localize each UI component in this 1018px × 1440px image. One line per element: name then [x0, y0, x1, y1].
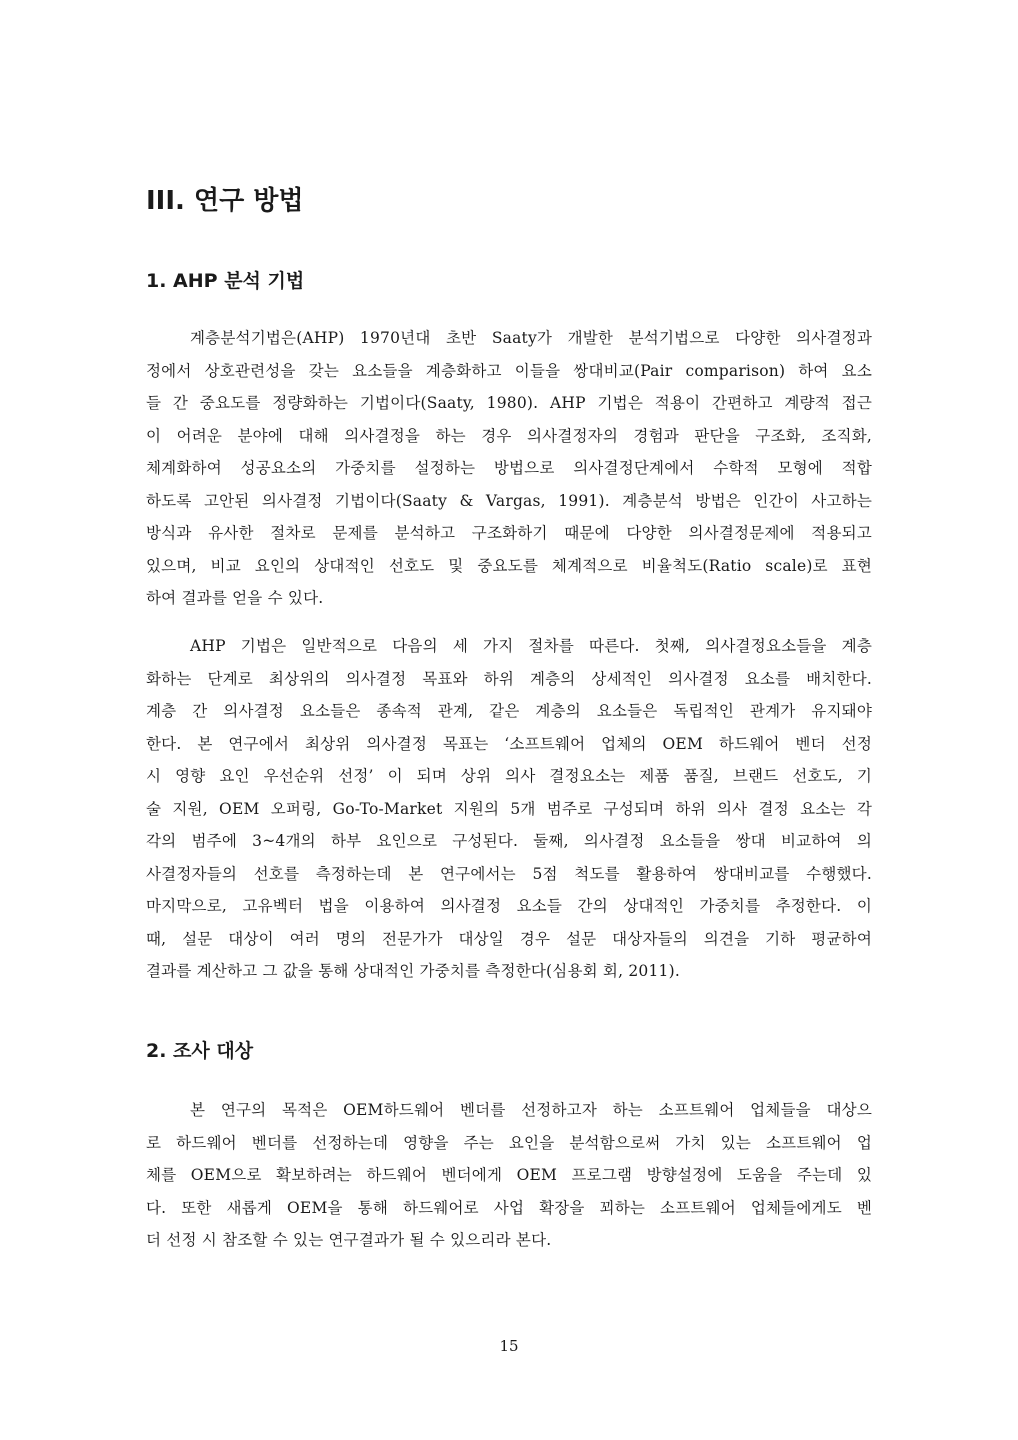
- text-line: 정에서 상호관련성을 갖는 요소들을 계층화하고 이들을 쌍대비교(Pair comparison) 하여 요소: [146, 361, 872, 380]
- paragraph-ahp-procedure: [146, 630, 872, 988]
- text-line: 방식과 유사한 절차로 문제를 분석하고 구조화하기 때문에 다양한 의사결정문제에 적용되고: [146, 524, 872, 542]
- paragraph-survey-target: [146, 1094, 872, 1257]
- text-line: 술 지원, OEM 오퍼링, Go-To-Market 지원의 5개 범주로 구성되며 하위 의사 결정 요소는 각: [146, 799, 872, 818]
- text-line: 하여 결과를 얻을 수 있다.: [146, 589, 324, 607]
- text-line: 때, 설문 대상이 여러 명의 전문가가 대상일 경우 설문 대상자들의 의견을 기하 평균하여: [146, 929, 872, 948]
- paragraph-ahp-intro: [146, 322, 872, 615]
- text-line: 로 하드웨어 벤더를 선정하는데 영향을 주는 요인을 분석함으로써 가치 있는 소프트웨어 업: [146, 1133, 872, 1152]
- text-line: 더 선정 시 참조할 수 있는 연구결과가 될 수 있으리라 본다.: [146, 1231, 552, 1249]
- text-line: 계층분석기법은(AHP) 1970년대 초반 Saaty가 개발한 분석기법으로 다양한 의사결정과: [190, 329, 872, 347]
- text-line: 하도록 고안된 의사결정 기법이다(Saaty & Vargas, 1991). 계층분석 방법은 인간이 사고하는: [146, 491, 872, 510]
- text-line: 결과를 계산하고 그 값을 통해 상대적인 가중치를 측정한다(심용회 회, 2011).: [146, 962, 680, 980]
- text-line: 각의 범주에 3~4개의 하부 요인으로 구성된다. 둘째, 의사결정 요소들을 쌍대 비교하여 의: [146, 832, 872, 850]
- text-line: 본 연구의 목적은 OEM하드웨어 벤더를 선정하고자 하는 소프트웨어 업체들을 대상으: [190, 1101, 872, 1119]
- text-line: 체를 OEM으로 확보하려는 하드웨어 벤더에게 OEM 프로그램 방향설정에 도움을 주는데 있: [146, 1166, 872, 1184]
- text-line: 체계화하여 성공요소의 가중치를 설정하는 방법으로 의사결정단계에서 수학적 모형에 적합: [146, 459, 872, 477]
- text-line: 화하는 단계로 최상위의 의사결정 목표와 하위 계층의 상세적인 의사결정 요소를 배치한다.: [146, 669, 872, 688]
- text-line: 시 영향 요인 우선순위 선정’ 이 되며 상위 의사 결정요소는 제품 품질, 브랜드 선호도, 기: [146, 767, 872, 785]
- chapter-title: III. 연구 방법: [146, 186, 304, 216]
- section-title-ahp: 1. AHP 분석 기법: [146, 270, 305, 292]
- text-line: AHP 기법은 일반적으로 다음의 세 가지 절차를 따른다. 첫째, 의사결정요소들을 계층: [190, 637, 872, 655]
- text-line: 한다. 본 연구에서 최상위 의사결정 목표는 ‘소프트웨어 업체의 OEM 하드웨어 벤더 선정: [146, 734, 872, 753]
- text-line: 마지막으로, 고유벡터 법을 이용하여 의사결정 요소들 간의 상대적인 가중치를 추정한다. 이: [146, 897, 872, 915]
- text-line: 계층 간 의사결정 요소들은 종속적 관계, 같은 계층의 요소들은 독립적인 관계가 유지돼야: [146, 702, 872, 720]
- page-number: 15: [499, 1337, 519, 1355]
- text-line: 있으며, 비교 요인의 상대적인 선호도 및 중요도를 체계적으로 비율척도(Ratio scale)로 표현: [146, 556, 872, 575]
- text-line: 이 어려운 분야에 대해 의사결정을 하는 경우 의사결정자의 경험과 판단을 구조화, 조직화,: [146, 426, 872, 445]
- text-line: 사결정자들의 선호를 측정하는데 본 연구에서는 5점 척도를 활용하여 쌍대비교를 수행했다.: [146, 864, 872, 883]
- section-title-survey-target: 2. 조사 대상: [146, 1040, 254, 1062]
- text-line: 다. 또한 새롭게 OEM을 통해 하드웨어로 사업 확장을 꾀하는 소프트웨어 업체들에게도 벤: [146, 1198, 872, 1217]
- text-line: 들 간 중요도를 정량화하는 기법이다(Saaty, 1980). AHP 기법은 적용이 간편하고 계량적 접근: [146, 394, 872, 412]
